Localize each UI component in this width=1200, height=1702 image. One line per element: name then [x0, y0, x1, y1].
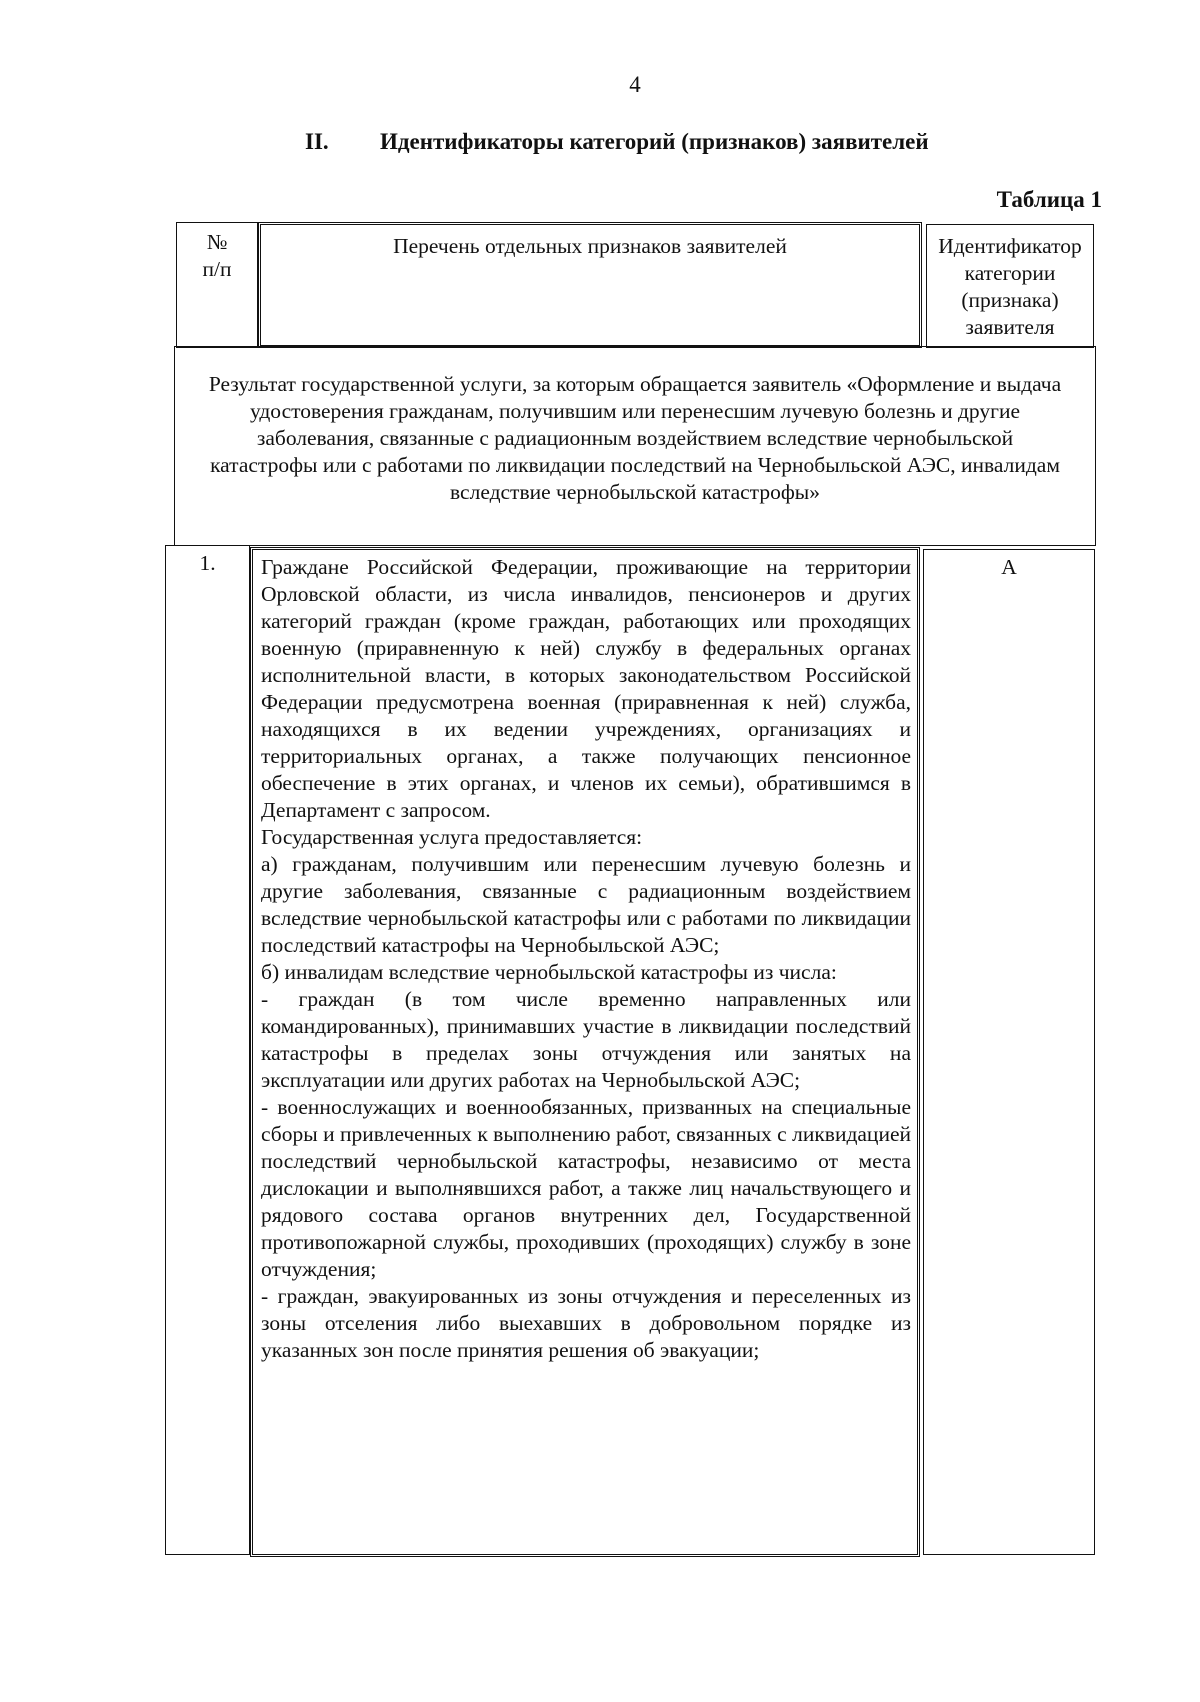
result-row [174, 346, 1096, 546]
section-heading [305, 129, 929, 155]
row-paragraph: а) гражданам, получившим или перенесшим лучевую болезнь и другие заболевания, связанные с радиационным воздействием вследствие чернобыльской катастрофы или с работами по ликвидации последствий катастрофы на Чернобыльской АЭС; [261, 852, 911, 957]
result-text: Результат государственной услуги, за которым обращается заявитель «Оформление и выдача удостоверения гражданам, получившим или перенесшим лучевую болезнь и другие заболевания, связанные с радиационным воздействием вследствие чернобыльской катастрофы или с работами по ликвидации последствий на Чернобыльской АЭС, инвалидам вследствие чернобыльской катастрофы» [208, 372, 1062, 504]
row-paragraph: - военнослужащих и военнообязанных, призванных на специальные сборы и привлеченных к выполнению работ, связанных с ликвидацией последствий чернобыльской катастрофы, независимо от места дислокации и выполнявшихся работ, а также лиц начальствующего и рядового состава органов внутренних дел, Государственной противопожарной службы, проходивших (проходящих) службу в зоне отчуждения; [261, 1095, 911, 1281]
section-title: Идентификаторы категорий (признаков) заявителей [380, 129, 929, 154]
row-identifier: А [1001, 555, 1017, 579]
row-paragraph: б) инвалидам вследствие чернобыльской катастрофы из числа: [261, 960, 837, 984]
header-id-cell [926, 224, 1094, 348]
header-list-cell [258, 222, 922, 348]
row-paragraph: Граждане Российской Федерации, проживающие на территории Орловской области, из числа инвалидов, пенсионеров и других категорий граждан (кроме граждан, работающих или проходящих военную (приравненную к ней) службу в федеральных органах исполнительной власти, в которых законодательством Российской Федерации предусмотрена военная (приравненная к ней) служба, находящихся в их ведении учреждениях, организациях и территориальных органах, а также получающих пенсионное обеспечение в этих органах, и членов их семьи), обратившимся в Департамент с запросом. [261, 555, 911, 822]
page-number: 4 [629, 72, 641, 97]
table-label: Таблица 1 [996, 187, 1102, 212]
row-num-cell [165, 545, 250, 1555]
section-number: II. [305, 129, 329, 154]
row-paragraph: Государственная услуга предоставляется: [261, 825, 643, 849]
header-num-label: № п/п [202, 230, 232, 281]
row-number: 1. [199, 551, 216, 575]
header-num-cell [176, 222, 258, 348]
row-id-cell [923, 549, 1095, 1555]
header-list-label: Перечень отдельных признаков заявителей [393, 234, 787, 258]
header-id-label: Идентификатор категории (признака) заявителя [938, 234, 1082, 339]
row-text-cell [250, 547, 920, 1557]
row-paragraph: - граждан (в том числе временно направленных или командированных), принимавших участие в ликвидации последствий катастрофы в пределах зоны отчуждения или занятых на эксплуатации или других работах на Чернобыльской АЭС; [261, 987, 911, 1092]
row-paragraph: - граждан, эвакуированных из зоны отчуждения и переселенных из зоны отселения либо выехавших в добровольном порядке из указанных зон после принятия решения об эвакуации; [261, 1284, 911, 1362]
